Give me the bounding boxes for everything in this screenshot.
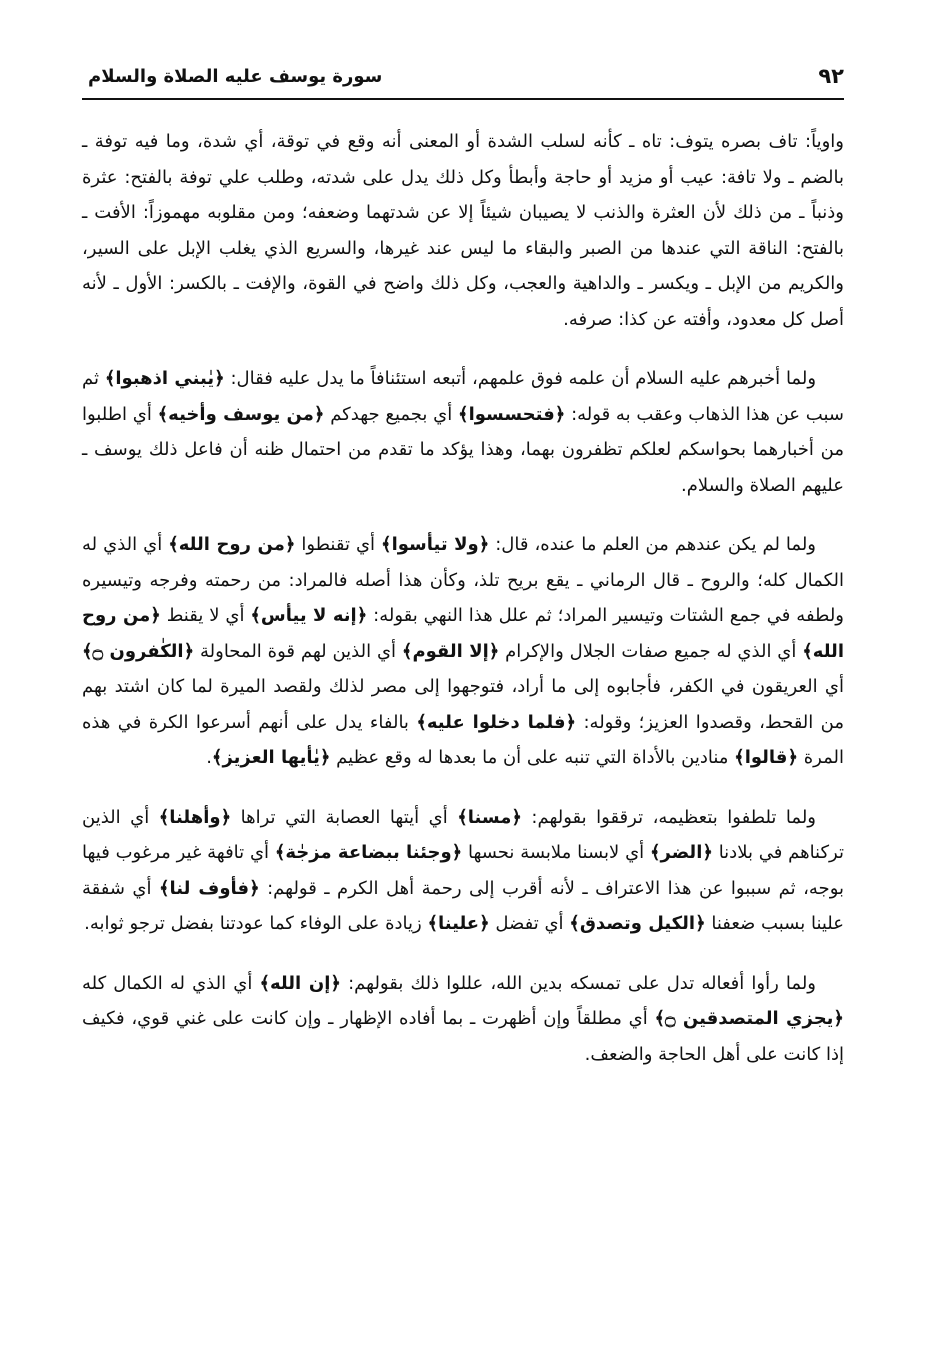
commentary-text: أي الذي له الكمال كله: [82, 972, 260, 994]
commentary-text: ولما أخبرهم عليه السلام أن علمه فوق علمهم، أتبعه استئنافاً ما يدل عليه فقال:: [224, 368, 817, 389]
commentary-text: أي أيتها العصابة التي تراها: [231, 806, 458, 828]
commentary-text: أي لا يقنط: [160, 605, 251, 626]
page-header: [82, 58, 844, 98]
quran-quote: ﴿يٰبني اذهبوا﴾: [104, 368, 225, 389]
quran-quote: ﴿قالوا﴾: [734, 747, 799, 768]
commentary-text: ثم سبب عن هذا الذهاب وعقب به قوله:: [82, 368, 844, 425]
quran-quote: ﴿الضر﴾: [649, 842, 713, 863]
commentary-text: ولما رأوا أفعاله تدل على تمسكه بدين الله، عللوا ذلك بقولهم:: [340, 972, 816, 994]
commentary-text: منادين بالأداة التي تنبه على أن ما بعدها له وقع عظيم: [330, 747, 735, 768]
quran-quote: ﴿يجزي المتصدقين ۝﴾: [654, 1008, 844, 1029]
quran-quote: ﴿يٰأيها العزيز﴾: [211, 747, 331, 768]
commentary-text: بالفاء يدل على أنهم أسرعوا الكرة في هذه المرة: [82, 711, 844, 768]
quran-quote: ﴿من يوسف وأخيه﴾: [157, 403, 325, 425]
commentary-text: أي بجميع جهدكم: [324, 403, 459, 425]
commentary-text: أي مطلقاً وإن أظهرت ـ بما أفاده الإظهار ـ وإن كانت على غني قوي، فكيف إذا كانت على أهل الحاجة والضعف.: [82, 1008, 844, 1065]
quran-quote: ﴿فتحسسوا﴾: [458, 403, 566, 425]
commentary-text: أي الذي له جميع صفات الجلال والإكرام: [499, 640, 803, 662]
quran-quote: ﴿إلا القوم﴾: [401, 640, 500, 662]
quran-quote: ﴿إنه لا ييأس﴾: [250, 605, 368, 626]
quran-quote: ﴿وأهلنا﴾: [158, 806, 232, 828]
paragraph: [82, 124, 844, 337]
quran-quote: ﴿الكٰفرون ۝﴾: [82, 640, 195, 662]
commentary-text: أي تقنطوا: [295, 534, 382, 555]
commentary-text: أي الذين لهم قوة المحاولة: [194, 640, 402, 662]
quran-quote: ﴿ولا تيأسوا﴾: [381, 534, 490, 555]
quran-quote: ﴿إن الله﴾: [259, 972, 341, 994]
commentary-text: ولما تلطفوا بتعظيمه، ترققوا بقولهم:: [521, 806, 817, 828]
paragraph: [82, 966, 844, 1073]
surah-title: سورة يوسف عليه الصلاة والسلام: [88, 66, 383, 87]
page-number: ٩٢: [818, 64, 844, 88]
quran-quote: ﴿فأوف لنا﴾: [159, 877, 260, 899]
commentary-text: ولما لم يكن عندهم من العلم ما عنده، قال:: [489, 534, 816, 555]
paragraph: [82, 800, 844, 942]
commentary-text: أي الذين تركناهم في بلادنا: [82, 806, 844, 863]
header-rule: [82, 98, 844, 100]
book-page: [82, 58, 844, 1306]
commentary-text: أي الذي له الكمال كله؛ والروح ـ قال الرماني ـ يقع بريح تلذ، وكأن هذا أصله فالمراد: من رحمته وفرجه وتيسيره ولطفه في جمع الشتات وتيسير المراد؛ ثم علل هذا النهي بقوله:: [82, 534, 844, 626]
commentary-text: أي شفقة علينا بسبب ضعفنا: [82, 877, 844, 934]
quran-quote: ﴿علينا﴾: [427, 913, 490, 934]
quran-quote: ﴿وجئنا ببضاعة مزجٰة﴾: [274, 842, 463, 863]
page-body: [82, 124, 844, 1096]
quran-quote: ﴿من روح الله﴾: [168, 534, 296, 555]
commentary-text: زيادة على الوفاء كما عودتنا بفضل ترجو ثوابه.: [84, 913, 428, 934]
quran-quote: ﴿فلما دخلوا عليه﴾: [416, 711, 577, 733]
commentary-text: أي تافهة غير مرغوب فيها بوجه، ثم سببوا عن هذا الاعتراف ـ لأنه أقرب إلى رحمة أهل الكرم ـ قولهم:: [82, 842, 844, 899]
quran-quote: ﴿الكيل وتصدق﴾: [569, 913, 706, 934]
commentary-text: أي اطلبوا من أخبارهما بحواسكم لعلكم تظفرون بهما، وهذا يؤكد ما تقدم من احتمال ظنه أن فاعل ذلك يوسف ـ عليهم الصلاة والسلام.: [82, 403, 844, 496]
paragraph: [82, 361, 844, 503]
commentary-text: أي العريقون في الكفر، فأجابوه إلى ما أراد، فتوجهوا إلى مصر لذلك ولقصد الميرة لما كان اشتد بهم من القحط، وقصدوا العزيز؛ وقوله:: [82, 676, 844, 733]
commentary-text: .: [206, 747, 212, 768]
commentary-text: واوياً: تاف بصره يتوف: تاه ـ كأنه لسلب الشدة أو المعنى أنه وقع في توقة، أي شدة، وما فيه توفة ـ بالضم ـ ولا تافة: عيب أو مزيد أو حاجة وأبطأ وكل ذلك يدل على شدته، وطلب علي توفة بالفتح: عثرة وذنباً ـ من ذلك لأن العثرة والذنب لا يصيبان شيئاً إلا عن شدتهما وضعفه؛ ومن مقلوبه مهموزاً: الأفت ـ بالفتح: الناقة التي عندها من الصبر والبقاء ما ليس عند غيرها، والسريع الذي يغلب الإبل على السير، والكريم من الإبل ـ ويكسر ـ والداهية والعجب، وكل ذلك واضح في القوة، والإفت ـ بالكسر: الأول ـ لأنه أصل كل معدود، وأفته عن كذا: صرفه.: [82, 131, 844, 330]
commentary-text: أي لابسنا ملابسة نحسها: [462, 842, 650, 863]
quran-quote: ﴿من روح الله﴾: [82, 605, 844, 662]
paragraph: [82, 527, 844, 776]
commentary-text: أي تفضل: [489, 913, 570, 934]
quran-quote: ﴿مسنا﴾: [457, 806, 522, 828]
